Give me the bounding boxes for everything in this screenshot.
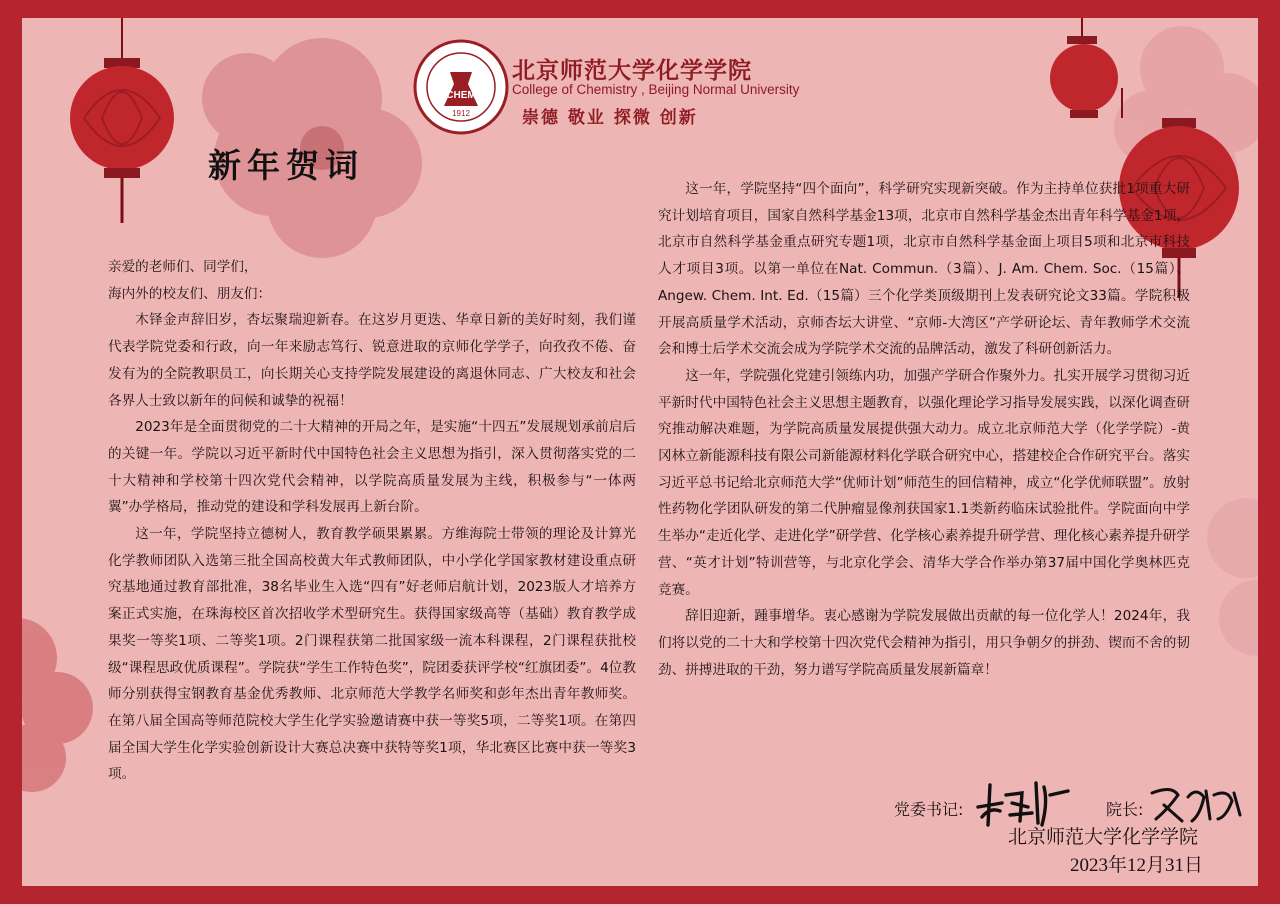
- college-motto: 崇德 敬业 探微 创新: [522, 108, 698, 128]
- signature-organization: 北京师范大学化学学院: [1008, 827, 1199, 848]
- paragraph: 辞旧迎新，踵事增华。衷心感谢为学院发展做出贡献的每一位化学人！2024年，我们将以党的二十大和学校第十四次党代会精神为指引，用只争朝夕的拼劲、锲而不舍的韧劲、拼搏进取的干劲，努力谱写学院高质量发展新篇章！: [658, 608, 1190, 678]
- letter-right-column: [658, 176, 1190, 683]
- page-title: 新年贺词: [208, 146, 364, 185]
- paragraph: 木铎金声辞旧岁，杏坛聚瑞迎新春。在这岁月更迭、华章日新的美好时刻，我们谨代表学院党委和行政，向一年来励志笃行、锐意进取的京师化学学子，向孜孜不倦、奋发有为的全院教职员工，向长期关心支持学院发展建设的离退休同志、广大校友和社会各界人士致以新年的问候和诚挚的祝福！: [108, 312, 636, 409]
- college-logo: [412, 38, 510, 136]
- flower-decoration-right-mid: [1207, 498, 1258, 656]
- greeting-line: 亲爱的老师们、同学们，: [108, 259, 258, 275]
- logo-text: CHEM: [446, 90, 476, 101]
- college-name-en: College of Chemistry , Beijing Normal University: [512, 82, 800, 97]
- secretary-signature-image: [972, 773, 1072, 829]
- letter-left-column: [108, 254, 636, 788]
- paragraph: 2023年是全面贯彻党的二十大精神的开局之年，是实施“十四五”发展规划承前启后的关键一年。学院以习近平新时代中国特色社会主义思想为指引，深入贯彻落实党的二十大精神和学校第十四次党代会精神，以学院高质量发展为主线，积极参与“一体两翼”办学格局，推动党的建设和学科发展再上新台阶。: [108, 419, 636, 516]
- signature-date: 2023年12月31日: [1070, 855, 1204, 876]
- logo-year: 1912: [452, 109, 470, 118]
- secretary-label: 党委书记:: [894, 800, 964, 819]
- greeting-line: 海内外的校友们、朋友们：: [108, 285, 272, 302]
- dean-signature-image: [1148, 775, 1248, 827]
- card-paper: [22, 18, 1258, 886]
- dean-label: 院长:: [1106, 800, 1144, 819]
- paragraph: 这一年，学院强化党建引领练内功，加强产学研合作聚外力。扎实开展学习贯彻习近平新时代中国特色社会主义思想主题教育，以强化理论学习指导发展实践，以深化调查研究推动解决难题，为学院高质量发展提供强大动力。成立北京师范大学（化学学院）-黄冈林立新能源科技有限公司新能源材料化学联合研究中心，搭建校企合作研究平台。落实习近平总书记给北京师范大学“优师计划”师范生的回信精神，成立“化学优师联盟”。放射性药物化学团队研发的第二代肿瘤显像剂获国家1.1类新药临床试验批件。学院面向中学生举办“走近化学、走进化学”研学营、化学核心素养提升研学营、理化核心素养提升研学营、“英才计划”特训营等，与北京化学会、清华大学合作举办第37届中国化学奥林匹克竞赛。: [658, 367, 1190, 598]
- paragraph: 这一年，学院坚持“四个面向”，科学研究实现新突破。作为主持单位获批1项重大研究计划培育项目，国家自然科学基金13项，北京市自然科学基金杰出青年科学基金1项，北京市自然科学基金重点研究专题1项，北京市自然科学基金面上项目5项和北京市科技人才项目3项。以第一单位在Nat. Commun.（3篇）、J. Am. Chem. Soc.（15篇）、Angew. Chem. Int. Ed.（15篇）三个化学类顶级期刊上发表研究论文33篇。学院积极开展高质量学术活动，京师杏坛大讲堂、“京师-大湾区”产学研论坛、青年教师学术交流会和博士后学术交流会成为学院学术交流的品牌活动，激发了科研创新活力。: [658, 181, 1190, 358]
- paragraph: 这一年，学院坚持立德树人，教育教学硕果累累。方维海院士带领的理论及计算光化学教师团队入选第三批全国高校黄大年式教师团队，中小学化学国家教材建设重点研究基地通过教育部批准，38名毕业生入选“四有”好老师启航计划，2023版人才培养方案正式实施，在珠海校区首次招收学术型研究生。获得国家级高等（基础）教育教学成果奖一等奖1项、二等奖1项。2门课程获第二批国家级一流本科课程，2门课程获批校级“课程思政优质课程”。学院获“学生工作特色奖”，院团委获评学校“红旗团委”。4位教师分别获得宝钢教育基金优秀教师、北京师范大学教学名师奖和彭年杰出青年教师奖。在第八届全国高等师范院校大学生化学实验邀请赛中获一等奖5项，二等奖1项。在第四届全国大学生化学实验创新设计大赛总决赛中获特等奖1项，华北赛区比赛中获一等奖3项。: [108, 526, 636, 783]
- college-name-cn: 北京师范大学化学学院: [512, 57, 752, 84]
- lantern-left-icon: [70, 18, 174, 223]
- flower-decoration-bottom-left: [22, 618, 93, 792]
